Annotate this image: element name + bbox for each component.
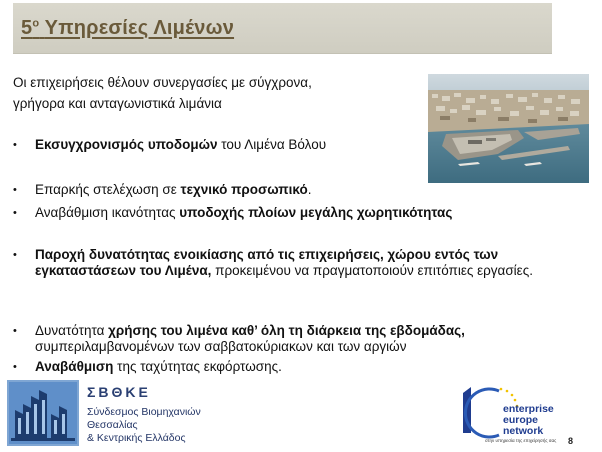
- een-word-europe: europe: [503, 414, 539, 426]
- sbke-line-1: Σύνδεσμος Βιομηχανιών: [87, 406, 201, 418]
- title-ordinal: ο: [32, 17, 40, 30]
- bullet-item: [13, 247, 555, 279]
- title-banner: [13, 3, 552, 54]
- bullet-text: συμπεριλαμβανομένων των σαββατοκύριακων και των αργιών: [35, 339, 407, 354]
- bullet-text-pre: Αναβάθμιση ικανότητας: [35, 205, 180, 220]
- bullet-item: [13, 323, 555, 355]
- bullet-bold: υποδοχής πλοίων μεγάλης χωρητικότητας: [179, 205, 453, 220]
- bullet-item: [13, 359, 555, 375]
- port-photo-drawing: [428, 74, 589, 183]
- bullet-marker: •: [13, 207, 17, 219]
- bullet-marker: •: [13, 249, 17, 261]
- sbke-logo: [7, 380, 207, 448]
- bullet-text-pre: Δυνατότητα: [35, 323, 109, 338]
- sbke-emblem-icon: [7, 380, 79, 446]
- een-logo: [459, 383, 569, 445]
- een-word-enterprise: enterprise: [503, 403, 554, 415]
- een-word-network: network: [503, 425, 544, 437]
- sbke-line-2: Θεσσαλίας: [87, 419, 138, 431]
- bullet-bold: Αναβάθμιση: [35, 359, 114, 374]
- intro-line-1: Οι επιχειρήσεις θέλουν συνεργασίες με σύγχρονα,: [13, 75, 312, 90]
- bullet-marker: •: [13, 184, 17, 196]
- bullet-bold: χρήσης του λιμένα καθ’ όλη τη διάρκεια της εβδομάδας,: [108, 323, 465, 338]
- slide-title: [21, 17, 234, 40]
- bullet-text: του Λιμένα Βόλου: [217, 137, 327, 152]
- bullet-marker: •: [13, 139, 17, 151]
- page-number: 8: [568, 436, 574, 446]
- bullet-text-pre: Επαρκής στελέχωση σε: [35, 182, 181, 197]
- bullet-bold: τεχνικό προσωπικό: [180, 182, 308, 197]
- intro-text: [13, 72, 312, 114]
- bullet-item: [13, 137, 555, 153]
- bullet-text: προκειμένου να πραγματοποιούν επιτόπιες εργασίες.: [211, 263, 533, 278]
- bullet-item: [13, 182, 555, 198]
- bullet-bold: Εκσυγχρονισμός υποδομών: [35, 137, 218, 152]
- intro-line-2: γρήγορα και ανταγωνιστικά λιμάνια: [13, 96, 222, 111]
- bullet-marker: •: [13, 361, 17, 373]
- bullet-text: .: [307, 182, 312, 197]
- sbke-line-3: & Κεντρικής Ελλάδος: [87, 432, 186, 444]
- port-aerial-photo: [428, 74, 589, 183]
- bullet-item: [13, 205, 555, 221]
- sbke-name: ΣΒΘΚΕ: [87, 384, 151, 400]
- bullet-marker: •: [13, 325, 17, 337]
- bullet-text: της ταχύτητας εκφόρτωσης.: [113, 359, 282, 374]
- title-label: Υπηρεσίες Λιμένων: [44, 17, 235, 39]
- een-tagline: στην υπηρεσία της επιχείρησής σας: [485, 438, 557, 443]
- bullet-bold: Παροχή δυνατότητας ενοικίασης από τις επιχειρήσεις, χώρου εντός των εγκαταστάσεων του Λιμένα,: [35, 247, 499, 278]
- title-number: 5: [21, 17, 33, 39]
